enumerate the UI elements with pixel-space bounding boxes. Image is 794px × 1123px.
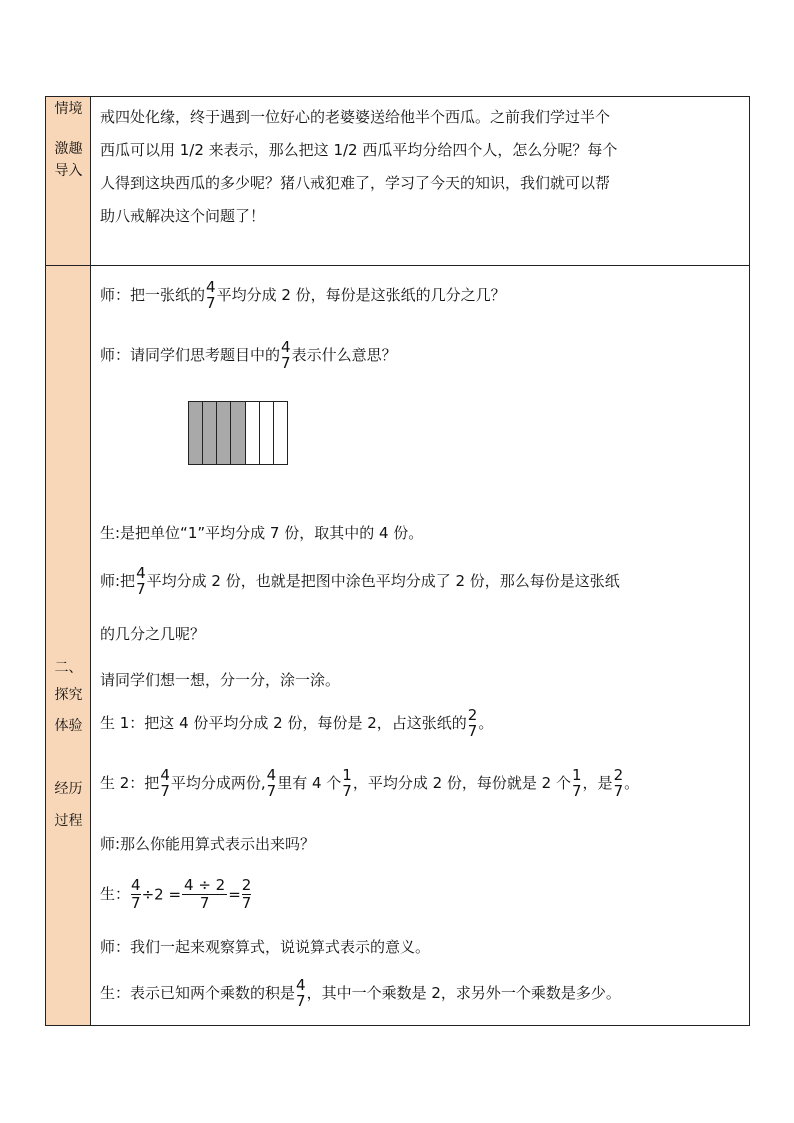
- fraction-4-7: [131, 878, 141, 911]
- text: ，其中一个乘数是 2，求另外一个乘数是多少。: [306, 984, 621, 1002]
- numerator: 2: [613, 766, 624, 784]
- text: 。: [478, 714, 494, 732]
- fraction-2-7: [242, 878, 252, 911]
- divide-operator: ÷2 =: [141, 885, 182, 904]
- equals-operator: =: [228, 885, 241, 904]
- label-text: 体验: [54, 718, 83, 734]
- section-content-intro: [91, 97, 749, 265]
- numerator: 4: [281, 338, 291, 356]
- denominator: 7: [266, 782, 277, 800]
- numerator: 4: [136, 564, 146, 582]
- text: 生：表示已知两个乘数的积是: [100, 984, 296, 1002]
- fraction-4-7: [296, 978, 306, 1009]
- label-text: 经历: [54, 781, 83, 797]
- diagram-cell-empty: [274, 402, 287, 464]
- paragraph-line: 戒四处化缘，终于遇到一位好心的老婆婆送给他半个西瓜。之前我们学过半个: [100, 108, 611, 126]
- diagram-cell-empty: [246, 402, 260, 464]
- fraction-1-7: [342, 768, 352, 799]
- student-equation: [100, 878, 252, 911]
- text: 生 2：把: [100, 774, 160, 792]
- paragraph-line: 助八戒解决这个问题了！: [100, 207, 266, 225]
- diagram-cell-empty: [260, 402, 274, 464]
- denominator: 7: [613, 782, 624, 800]
- text: ，是: [582, 774, 613, 792]
- student-answer-3: [100, 768, 639, 799]
- diagram-cell-shaded: [231, 402, 245, 464]
- teacher-prompt-3: [100, 566, 620, 597]
- denominator: 7: [281, 354, 291, 372]
- numerator: 4: [206, 278, 216, 296]
- fraction-4-7: [281, 340, 291, 371]
- denominator: 7: [131, 894, 141, 912]
- teacher-instruction: 请同学们想一想，分一分，涂一涂。: [100, 671, 341, 689]
- numerator: 4: [296, 976, 306, 994]
- teacher-question-1: [100, 280, 506, 311]
- denominator: 7: [136, 580, 146, 598]
- numerator: 4: [160, 766, 170, 784]
- text: 平均分成 2 份，也就是把图中涂色平均分成了 2 份，那么每份是这张纸: [146, 572, 620, 590]
- teacher-question-5: 师:那么你能用算式表示出来吗？: [100, 835, 316, 853]
- denominator: 7: [199, 894, 210, 912]
- label-text: 导入: [54, 163, 83, 179]
- text: 师：把一张纸的: [100, 286, 206, 304]
- diagram-cell-shaded: [217, 402, 231, 464]
- denominator: 7: [296, 992, 306, 1010]
- student-answer-2: [100, 708, 493, 739]
- fraction-4-7: [267, 768, 277, 799]
- fraction-4-7: [160, 768, 170, 799]
- label-text: 探究: [54, 687, 83, 703]
- fraction-2-7: [468, 708, 478, 739]
- denominator: 7: [160, 782, 170, 800]
- student-answer-1: 生:是把单位“1”平均分成 7 份，取其中的 4 份。: [100, 524, 424, 542]
- diagram-cell-shaded: [189, 402, 203, 464]
- teacher-prompt-6: 师：我们一起来观察算式，说说算式表示的意义。: [100, 938, 431, 956]
- fraction-diagram: [188, 401, 288, 465]
- fraction-2-7: [614, 768, 624, 799]
- section-explore: [46, 266, 749, 1025]
- student-answer-5: [100, 978, 621, 1009]
- numerator: 1: [572, 766, 582, 784]
- text: 生 1：把这 4 份平均分成 2 份，每份是 2，占这张纸的: [100, 714, 467, 732]
- denominator: 7: [206, 294, 216, 312]
- denominator: 7: [572, 782, 582, 800]
- text: 师:把: [100, 572, 136, 590]
- numerator: 4: [266, 766, 277, 784]
- text: ，平均分成 2 份，每份就是 2 个: [352, 774, 571, 792]
- label-text: 情境: [54, 101, 83, 117]
- denominator: 7: [467, 722, 478, 740]
- denominator: 7: [241, 894, 252, 912]
- fraction-4-7: [206, 280, 216, 311]
- label-text: 过程: [54, 813, 83, 829]
- numerator: 4: [131, 876, 141, 894]
- text: 。: [624, 774, 640, 792]
- denominator: 7: [342, 782, 352, 800]
- text: 生：: [100, 885, 131, 903]
- lesson-table: [45, 96, 750, 1026]
- text: 平均分成两份,: [170, 774, 266, 792]
- diagram-cell-shaded: [203, 402, 217, 464]
- numerator: 1: [342, 766, 352, 784]
- paragraph-line: 西瓜可以用 1/2 来表示，那么把这 1/2 西瓜平均分给四个人，怎么分呢？每个: [100, 141, 618, 159]
- label-text: 二、: [54, 660, 83, 676]
- text: 里有 4 个: [277, 774, 342, 792]
- section-intro: [46, 97, 749, 266]
- numerator: 2: [241, 876, 252, 894]
- text: 师：请同学们思考题目中的: [100, 346, 281, 364]
- teacher-question-2: [100, 340, 397, 371]
- section-content-explore: [91, 266, 749, 1025]
- label-text: 激趣: [54, 141, 83, 157]
- section-label-explore: [46, 266, 91, 1025]
- paragraph-line: 人得到这块西瓜的多少呢？猪八戒犯难了，学习了今天的知识，我们就可以帮: [100, 174, 611, 192]
- numerator: 4 ÷ 2: [184, 876, 226, 894]
- fraction-4-7: [136, 566, 146, 597]
- section-label-intro: [46, 97, 91, 265]
- fraction-1-7: [572, 768, 582, 799]
- text: 表示什么意思？: [291, 346, 397, 364]
- text: 平均分成 2 份，每份是这张纸的几分之几？: [216, 286, 506, 304]
- teacher-prompt-3-cont: 的几分之几呢？: [100, 625, 206, 643]
- fraction-expression: [182, 878, 227, 911]
- numerator: 2: [467, 706, 478, 724]
